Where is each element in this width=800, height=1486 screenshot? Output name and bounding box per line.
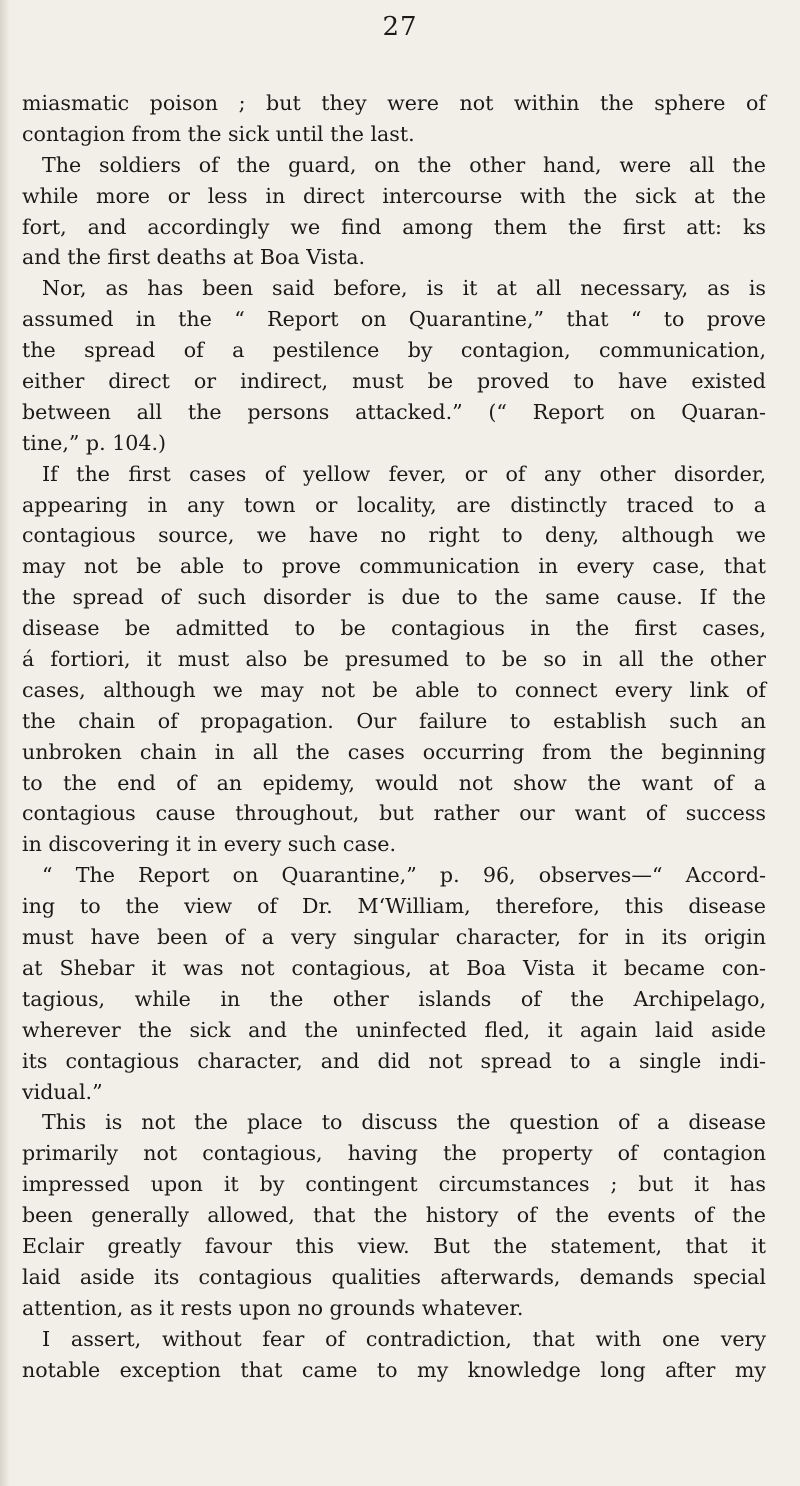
text-line: the chain of propagation. Our failure to establish such an — [22, 708, 766, 733]
text-line: cases, although we may not be able to connect every link of — [22, 677, 766, 702]
text-line: The soldiers of the guard, on the other hand, were all the — [42, 152, 766, 177]
text-line: Nor, as has been said before, is it at all necessary, as is — [42, 276, 766, 301]
text-line: impressed upon it by contingent circumstances ; but it has — [22, 1172, 766, 1197]
text-line: vidual.” — [22, 1079, 103, 1104]
text-line: its contagious character, and did not spread to a single indi- — [22, 1048, 766, 1073]
text-line: while more or less in direct intercourse with the sick at the — [22, 183, 766, 208]
text-line: either direct or indirect, must be proved to have existed — [22, 369, 766, 394]
text-line: the spread of such disorder is due to the same cause. If the — [22, 585, 766, 610]
text-line: between all the persons attacked.” (“ Report on Quaran- — [22, 399, 766, 424]
text-line: laid aside its contagious qualities afterwards, demands special — [22, 1264, 766, 1289]
text-line: á fortiori, it must also be presumed to be so in all the other — [22, 647, 766, 672]
text-line: I assert, without fear of contradiction, that with one very — [42, 1326, 766, 1351]
text-line: may not be able to prove communication in every case, that — [22, 554, 766, 579]
text-line: to the end of an epidemy, would not show the want of a — [22, 770, 766, 795]
page-number: 27 — [382, 12, 418, 42]
body-text — [22, 88, 766, 1385]
text-line: assumed in the “ Report on Quarantine,” that “ to prove — [22, 307, 766, 332]
text-line: in discovering it in every such case. — [22, 832, 397, 857]
text-line: disease be admitted to be contagious in the first cases, — [22, 616, 766, 641]
text-line: tagious, while in the other islands of the Archipelago, — [22, 986, 766, 1011]
text-line: the spread of a pestilence by contagion, communication, — [22, 338, 766, 363]
text-line: contagious source, we have no right to deny, although we — [22, 523, 766, 548]
text-line: appearing in any town or locality, are distinctly traced to a — [22, 492, 766, 517]
text-line: Eclair greatly favour this view. But the statement, that it — [22, 1233, 766, 1258]
text-line: unbroken chain in all the cases occurring from the beginning — [22, 739, 766, 764]
text-line: tine,” p. 104.) — [22, 430, 167, 455]
text-line: notable exception that came to my knowledge long after my — [22, 1357, 766, 1382]
text-line: If the first cases of yellow fever, or of any other disorder, — [42, 461, 766, 486]
text-line: and the first deaths at Boa Vista. — [22, 245, 366, 270]
text-line: been generally allowed, that the history of the events of the — [22, 1203, 766, 1228]
text-line: wherever the sick and the uninfected fled, it again laid aside — [22, 1017, 766, 1042]
text-line: at Shebar it was not contagious, at Boa Vista it became con- — [22, 955, 766, 980]
text-line: fort, and accordingly we find among them the first att: ks — [22, 214, 766, 239]
text-line: contagious cause throughout, but rather our want of success — [22, 801, 766, 826]
text-line: This is not the place to discuss the question of a disease — [42, 1110, 766, 1135]
page-gutter — [0, 0, 10, 1486]
text-line: ing to the view of Dr. M‘William, therefore, this disease — [22, 894, 766, 919]
text-line: miasmatic poison ; but they were not within the sphere of — [22, 91, 766, 115]
text-line: contagion from the sick until the last. — [22, 121, 415, 146]
text-line: must have been of a very singular character, for in its origin — [22, 925, 766, 950]
text-line: primarily not contagious, having the property of contagion — [22, 1141, 766, 1166]
text-line: “ The Report on Quarantine,” p. 96, observes—“ Accord- — [42, 863, 766, 888]
text-line: attention, as it rests upon no grounds whatever. — [22, 1295, 524, 1320]
